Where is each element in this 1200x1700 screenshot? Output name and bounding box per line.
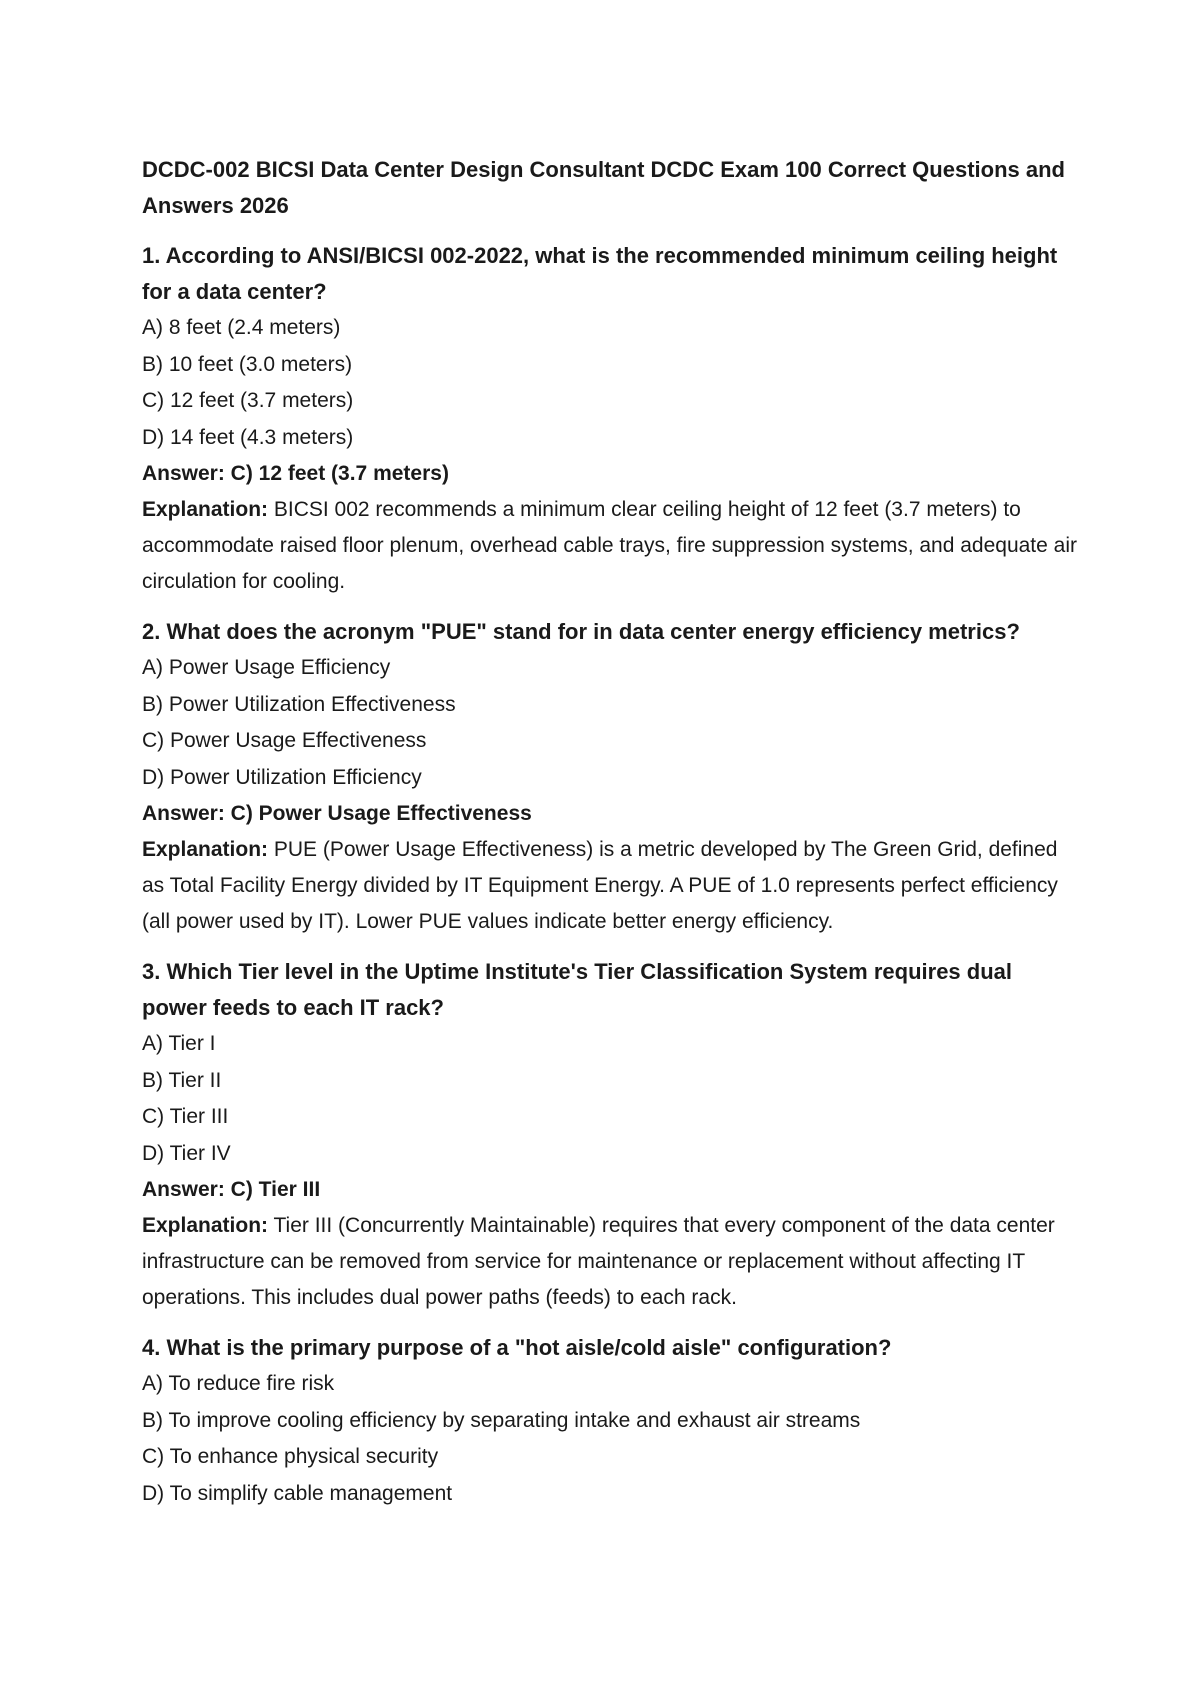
- answer-option: A) Power Usage Efficiency: [142, 656, 391, 679]
- question-prompt: 3. Which Tier level in the Uptime Institute's Tier Classification System requires dual power feeds to each IT rack?: [142, 959, 1012, 1020]
- correct-answer: Answer: C) Tier III: [142, 1178, 321, 1201]
- explanation: [142, 1208, 1082, 1316]
- answer-option: A) To reduce fire risk: [142, 1372, 335, 1395]
- answer-option: D) 14 feet (4.3 meters): [142, 425, 354, 449]
- answer-option: B) 10 feet (3.0 meters): [142, 352, 353, 376]
- question-block: [142, 954, 1082, 1316]
- correct-answer: Answer: C) 12 feet (3.7 meters): [142, 462, 449, 485]
- answer-option: C) Tier III: [142, 1105, 229, 1128]
- answer-option: B) To improve cooling efficiency by separating intake and exhaust air streams: [142, 1408, 861, 1432]
- explanation-text: Tier III (Concurrently Maintainable) requires that every component of the data center infrastructure can be removed from service for maintenance or replacement without affecting IT operations. This includes dual power paths (feeds) to each rack.: [142, 1214, 1055, 1309]
- question-block: [142, 238, 1082, 600]
- explanation: [142, 832, 1082, 940]
- answer-option: D) To simplify cable management: [142, 1481, 453, 1505]
- answer-option: C) Power Usage Effectiveness: [142, 729, 427, 752]
- answer-option: B) Tier II: [142, 1068, 222, 1092]
- answer-option: D) Power Utilization Efficiency: [142, 765, 422, 789]
- document-title: DCDC-002 BICSI Data Center Design Consultant DCDC Exam 100 Correct Questions and Answers 2026: [142, 157, 1065, 218]
- answer-option: B) Power Utilization Effectiveness: [142, 692, 456, 716]
- answer-option: A) Tier I: [142, 1032, 216, 1055]
- question-block: [142, 614, 1082, 940]
- document-page: [142, 152, 1082, 1526]
- explanation-label: Explanation:: [142, 1214, 269, 1237]
- explanation-label: Explanation:: [142, 498, 269, 521]
- answer-option: C) To enhance physical security: [142, 1445, 439, 1468]
- answer-option: C) 12 feet (3.7 meters): [142, 389, 354, 412]
- explanation: [142, 492, 1082, 600]
- correct-answer: Answer: C) Power Usage Effectiveness: [142, 802, 532, 825]
- explanation-label: Explanation:: [142, 838, 269, 861]
- question-prompt: 1. According to ANSI/BICSI 002-2022, what is the recommended minimum ceiling height for a data center?: [142, 243, 1058, 304]
- question-prompt: 4. What is the primary purpose of a "hot aisle/cold aisle" configuration?: [142, 1335, 892, 1360]
- answer-option: A) 8 feet (2.4 meters): [142, 316, 341, 339]
- question-block: [142, 1330, 1082, 1512]
- question-prompt: 2. What does the acronym "PUE" stand for in data center energy efficiency metrics?: [142, 619, 1020, 644]
- answer-option: D) Tier IV: [142, 1141, 231, 1165]
- explanation-text: PUE (Power Usage Effectiveness) is a metric developed by The Green Grid, defined as Total Facility Energy divided by IT Equipment Energy. A PUE of 1.0 represents perfect efficiency (all power used by IT). Lower PUE values indicate better energy efficiency.: [142, 838, 1058, 933]
- explanation-text: BICSI 002 recommends a minimum clear ceiling height of 12 feet (3.7 meters) to accommodate raised floor plenum, overhead cable trays, fire suppression systems, and adequate air circulation for cooling.: [142, 498, 1077, 593]
